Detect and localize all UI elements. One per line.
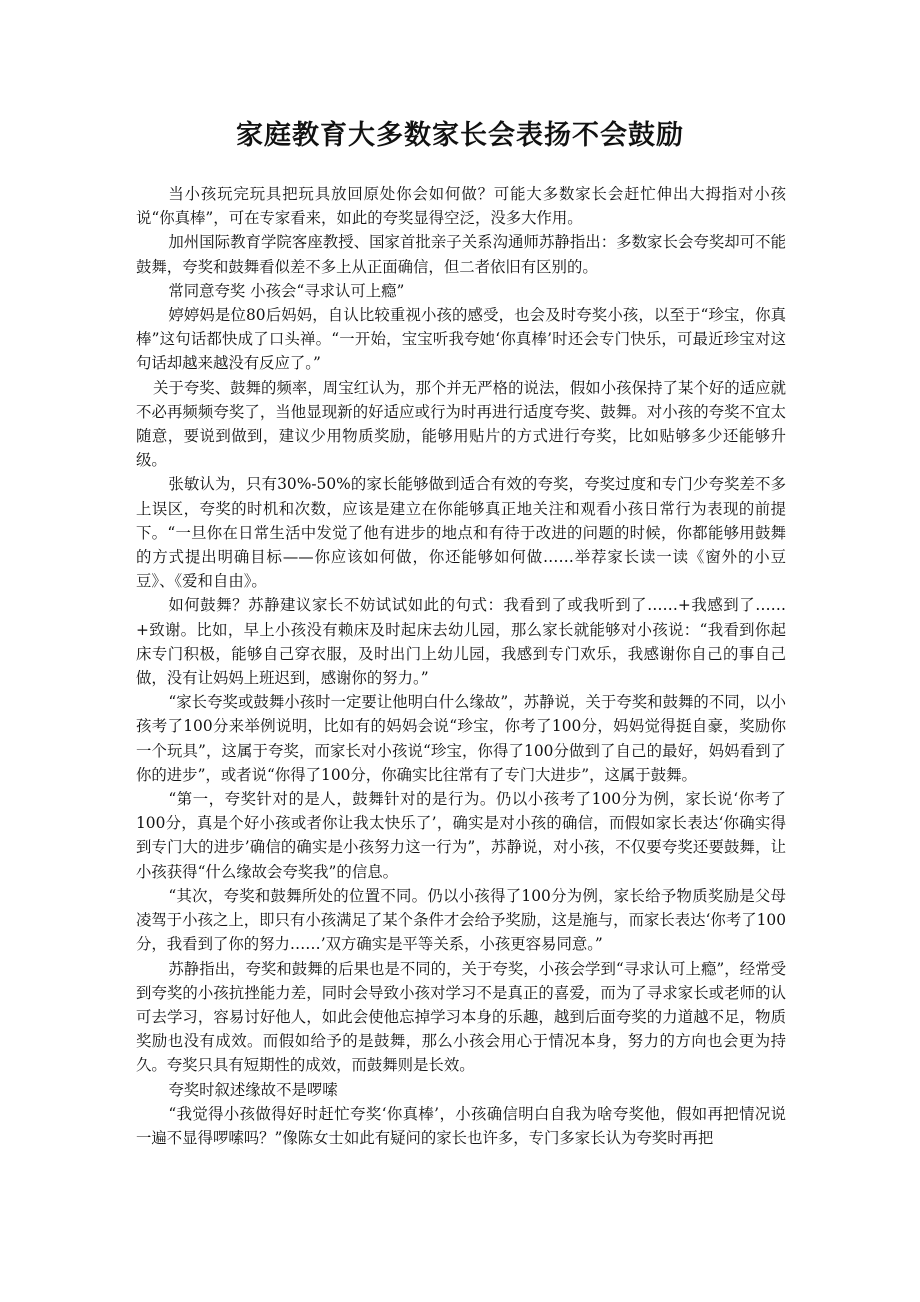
paragraph: 关于夸奖、鼓舞的频率，周宝红认为，那个并无严格的说法，假如小孩保持了某个好的适应就不必再频频夸奖了，当他显现新的好适应或行为时再进行适度夸奖、鼓舞。对小孩的夸奖不宜太随意，要说到做到，建议少用物质奖励，能够用贴片的方式进行夸奖，比如贴够多少还能够升级。 xyxy=(136,378,786,470)
paragraph: 张敏认为，只有30%-50%的家长能够做到适合有效的夸奖，夸奖过度和专门少夸奖差不多上误区，夸奖的时机和次数，应该是建立在你能够真正地关注和观看小孩日常行为表现的前提下。“一旦你在日常生活中发觉了他有进步的地点和有待于改进的问题的时候，你都能够用鼓舞的方式提出明确目标——你应该如何做，你还能够如何做……举荐家长读一读《窗外的小豆豆》、《爱和自由》。 xyxy=(136,475,786,591)
paragraph: 如何鼓舞？苏静建议家长不妨试试如此的句式：我看到了或我听到了……+我感到了……+致谢。比如，早上小孩没有赖床及时起床去幼儿园，那么家长就能够对小孩说：“我看到你起床专门积极，能够自己穿衣服，及时出门上幼儿园，我感到专门欢乐，我感谢你自己的事自己做，没有让妈妈上班迟到，感谢你的努力。” xyxy=(136,596,786,688)
paragraph: 加州国际教育学院客座教授、国家首批亲子关系沟通师苏静指出：多数家长会夸奖却可不能鼓舞，夸奖和鼓舞看似差不多上从正面确信，但二者依旧有区别的。 xyxy=(136,233,786,276)
paragraph: “我觉得小孩做得好时赶忙夸奖‘你真棒’，小孩确信明白自我为啥夸奖他，假如再把情况说一遍不显得啰嗦吗？”像陈女士如此有疑问的家长也许多，专门多家长认为夸奖时再把 xyxy=(136,1104,786,1147)
paragraph: 婷婷妈是位80后妈妈，自认比较重视小孩的感受，也会及时夸奖小孩，以至于“珍宝，你真棒”这句话都快成了口头禅。“一开始，宝宝听我夸她‘你真棒’时还会专门快乐，可最近珍宝对这句话却越来越没有反应了。” xyxy=(136,306,786,373)
paragraph: “第一，夸奖针对的是人，鼓舞针对的是行为。仍以小孩考了100分为例，家长说‘你考了100分，真是个好小孩或者你让我太快乐了’，确实是对小孩的确信，而假如家长表达‘你确实得到专门大的进步’确信的确实是小孩努力这一行为”，苏静说，对小孩，不仅要夸奖还要鼓舞，让小孩获得“什么缘故会夸奖我”的信息。 xyxy=(136,790,786,881)
paragraph: 夸奖时叙述缘故不是啰嗦 xyxy=(168,1080,338,1099)
paragraph: 当小孩玩完玩具把玩具放回原处你会如何做？可能大多数家长会赶忙伸出大拇指对小孩说“你真棒”，可在专家看来，如此的夸奖显得空泛，没多大作用。 xyxy=(136,185,786,228)
paragraph: “其次，夸奖和鼓舞所处的位置不同。仍以小孩得了100分为例，家长给予物质奖励是父母凌驾于小孩之上，即只有小孩满足了某个条件才会给予奖励，这是施与，而家长表达‘你考了100分，我看到了你的努力……’双方确实是平等关系，小孩更容易同意。” xyxy=(136,886,786,954)
paragraph: 常同意夸奖 小孩会“寻求认可上瘾” xyxy=(168,281,405,300)
paragraph: 苏静指出，夸奖和鼓舞的后果也是不同的，关于夸奖，小孩会学到“寻求认可上瘾”，经常受到夸奖的小孩抗挫能力差，同时会导致小孩对学习不是真正的喜爱，而为了寻求家长或老师的认可去学习，容易讨好他人，如此会使他忘掉学习本身的乐趣，越到后面夸奖的力道越不足，物质奖励也没有成效。而假如给予的是鼓舞，那么小孩会用心于情况本身，努力的方向也会更为持久。夸奖只具有短期性的成效，而鼓舞则是长效。 xyxy=(136,959,786,1075)
document-body xyxy=(136,182,786,1150)
paragraph: “家长夸奖或鼓舞小孩时一定要让他明白什么缘故”，苏静说，关于夸奖和鼓舞的不同，以小孩考了100分来举例说明，比如有的妈妈会说“珍宝，你考了100分，妈妈觉得挺自豪，奖励你一个玩具”，这属于夸奖，而家长对小孩说“珍宝，你得了100分做到了自己的最好，妈妈看到了你的进步”，或者说“你得了100分，你确实比往常有了专门大进步”，这属于鼓舞。 xyxy=(136,693,786,784)
document-title: 家庭教育大多数家长会表扬不会鼓励 xyxy=(236,120,684,151)
